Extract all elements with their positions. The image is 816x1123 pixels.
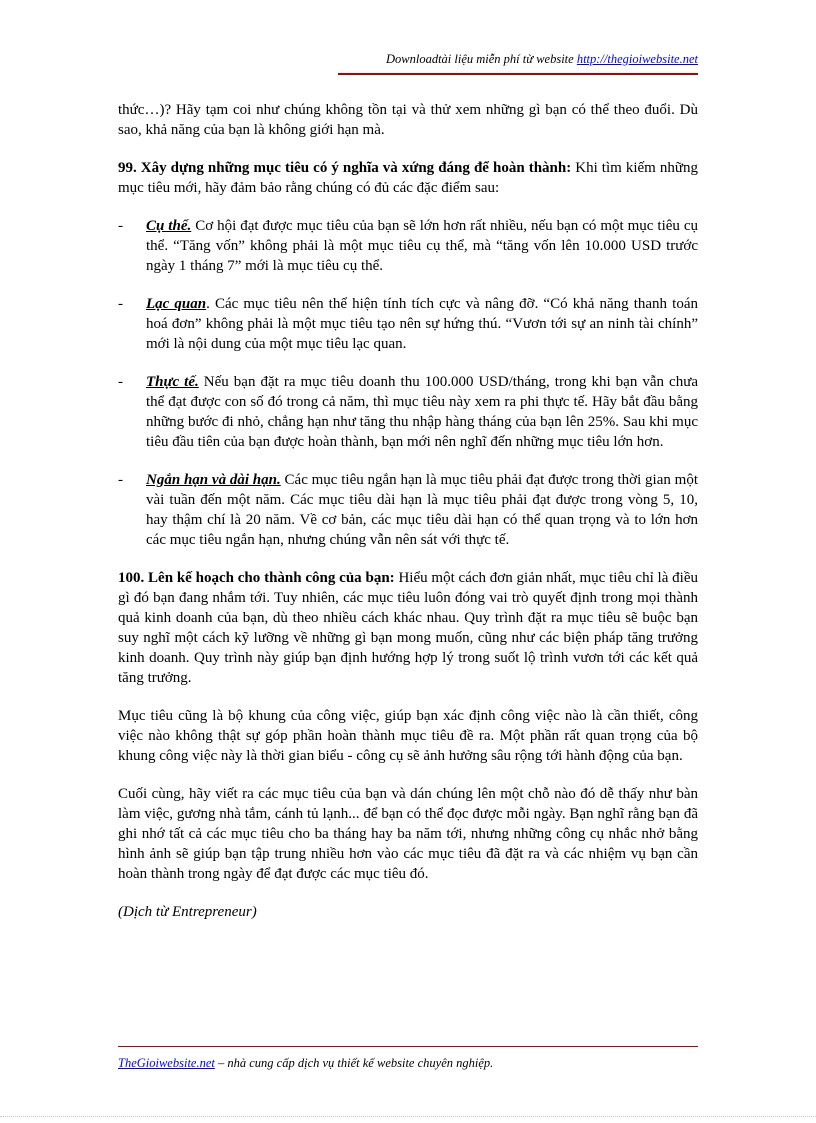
list-dash: -: [118, 296, 123, 312]
list-item-text: Cơ hội đạt được mục tiêu của bạn sẽ lớn hơn rất nhiều, nếu bạn có một mục tiêu cụ thể. “Tăng vốn” không phải là một mục tiêu cụ thể, mà “tăng vốn lên 10.000 USD trước ngày 1 tháng 7” mới là mục tiêu cụ thể.: [146, 218, 699, 274]
list-dash: -: [118, 472, 123, 488]
section-100-text: Hiểu một cách đơn giản nhất, mục tiêu chỉ là điều gì đó bạn đang nhắm tới. Tuy nhiên, các mục tiêu luôn đóng vai trò quyết định trong mọi thành quả kinh doanh của bạn, dù theo nhiều cách khác nhau. Quy trình đặt ra mục tiêu sẽ buộc bạn suy nghĩ một cách kỹ lưỡng về những gì bạn mong muốn, cũng như các biện pháp tăng trưởng kinh doanh. Quy trình này giúp bạn định hướng hợp lý trong suốt lộ trình vươn tới các kết quả tăng trưởng.: [118, 570, 698, 686]
header-text: Downloadtài liệu miễn phí từ website: [385, 52, 577, 66]
list-dash: -: [118, 218, 123, 234]
list-item-specific: [118, 216, 698, 276]
header-divider: [338, 73, 698, 75]
header-link[interactable]: http://thegioiwebsite.net: [576, 52, 698, 66]
footer-link[interactable]: TheGioiwebsite.net: [118, 1056, 215, 1070]
document-body: [118, 100, 698, 940]
intro-paragraph: thức…)? Hãy tạm coi như chúng không tồn tại và thử xem những gì bạn có thể theo đuổi. Dù sao, khả năng của bạn là không giới hạn mà.: [118, 102, 698, 138]
section-100-title: 100. Lên kế hoạch cho thành công của bạn:: [118, 570, 395, 586]
list-item-realistic: [118, 372, 698, 452]
list-item-text: Nếu bạn đặt ra mục tiêu doanh thu 100.000 USD/tháng, trong khi bạn vẫn chưa thể đạt được con số đó trong cả năm, thì mục tiêu này xem ra phi thực tế. Hãy bắt đầu bằng những bước đi nhỏ, chẳng hạn như tăng thu nhập hàng tháng của bạn lên 25%. Sau khi mục tiêu đầu tiên của bạn được hoàn thành, bạn mới nên nghĩ đến những mục tiêu lớn hơn.: [146, 374, 698, 450]
page-footer: [118, 1056, 493, 1071]
section-99-title: 99. Xây dựng những mục tiêu có ý nghĩa và xứng đáng để hoàn thành:: [118, 160, 572, 176]
list-item-term: Cụ thể.: [146, 218, 192, 234]
footer-text: – nhà cung cấp dịch vụ thiết kế website chuyên nghiệp.: [214, 1056, 494, 1070]
page-header: [0, 52, 698, 67]
list-dash: -: [118, 374, 123, 390]
source-note: (Dịch từ Entrepreneur): [118, 904, 257, 920]
paragraph-conclusion: Cuối cùng, hãy viết ra các mục tiêu của bạn và dán chúng lên một chỗ nào đó dễ thấy như bàn làm việc, gương nhà tắm, cánh tủ lạnh... để bạn có thể đọc được mỗi ngày. Bạn nghĩ rằng bạn đã ghi nhớ tất cả các mục tiêu cho ba tháng hay ba năm tới, nhưng những công cụ nhắc nhở bằng hình ảnh sẽ giúp bạn tập trung nhiều hơn vào các mục tiêu đã đặt ra và các nhiệm vụ bạn cần hoàn thành trong ngày để đạt được các mục tiêu đó.: [118, 786, 698, 882]
section-99-text: Khi tìm kiếm những mục tiêu mới, hãy đảm bảo rằng chúng có đủ các đặc điểm sau:: [118, 160, 698, 196]
footer-divider: [118, 1046, 698, 1047]
list-item-short-long-term: [118, 470, 698, 550]
list-item-text: . Các mục tiêu nên thể hiện tính tích cực và nâng đỡ. “Có khả năng thanh toán hoá đơn” không phải là một mục tiêu tạo nên sự hứng thú. “Vươn tới sự an ninh tài chính” mới là nội dung của một mục tiêu lạc quan.: [146, 296, 698, 352]
list-item-term: Ngắn hạn và dài hạn.: [146, 472, 281, 488]
list-item-term: Thực tế.: [146, 374, 199, 390]
list-item-term: Lạc quan: [146, 296, 207, 312]
page-bottom-edge: [0, 1116, 816, 1117]
section-99: [118, 158, 698, 198]
list-item-text: Các mục tiêu ngắn hạn là mục tiêu phải đạt được trong thời gian một vài tuần đến một năm. Các mục tiêu dài hạn là mục tiêu phải đạt được trong vòng 5, 10, hay thậm chí là 20 năm. Về cơ bản, các mục tiêu dài hạn có thể quan trọng và to lớn hơn các mục tiêu ngắn hạn, nhưng chúng vẫn nên sát với thực tế.: [146, 472, 699, 548]
paragraph-framework: Mục tiêu cũng là bộ khung của công việc, giúp bạn xác định công việc nào là cần thiết, công việc nào không thật sự góp phần hoàn thành mục tiêu đề ra. Một phần rất quan trọng của bộ khung công việc này là thời gian biểu - công cụ sẽ ảnh hưởng sâu rộng tới hành động của bạn.: [118, 708, 698, 764]
section-100: [118, 568, 698, 688]
list-item-optimistic: [118, 294, 698, 354]
